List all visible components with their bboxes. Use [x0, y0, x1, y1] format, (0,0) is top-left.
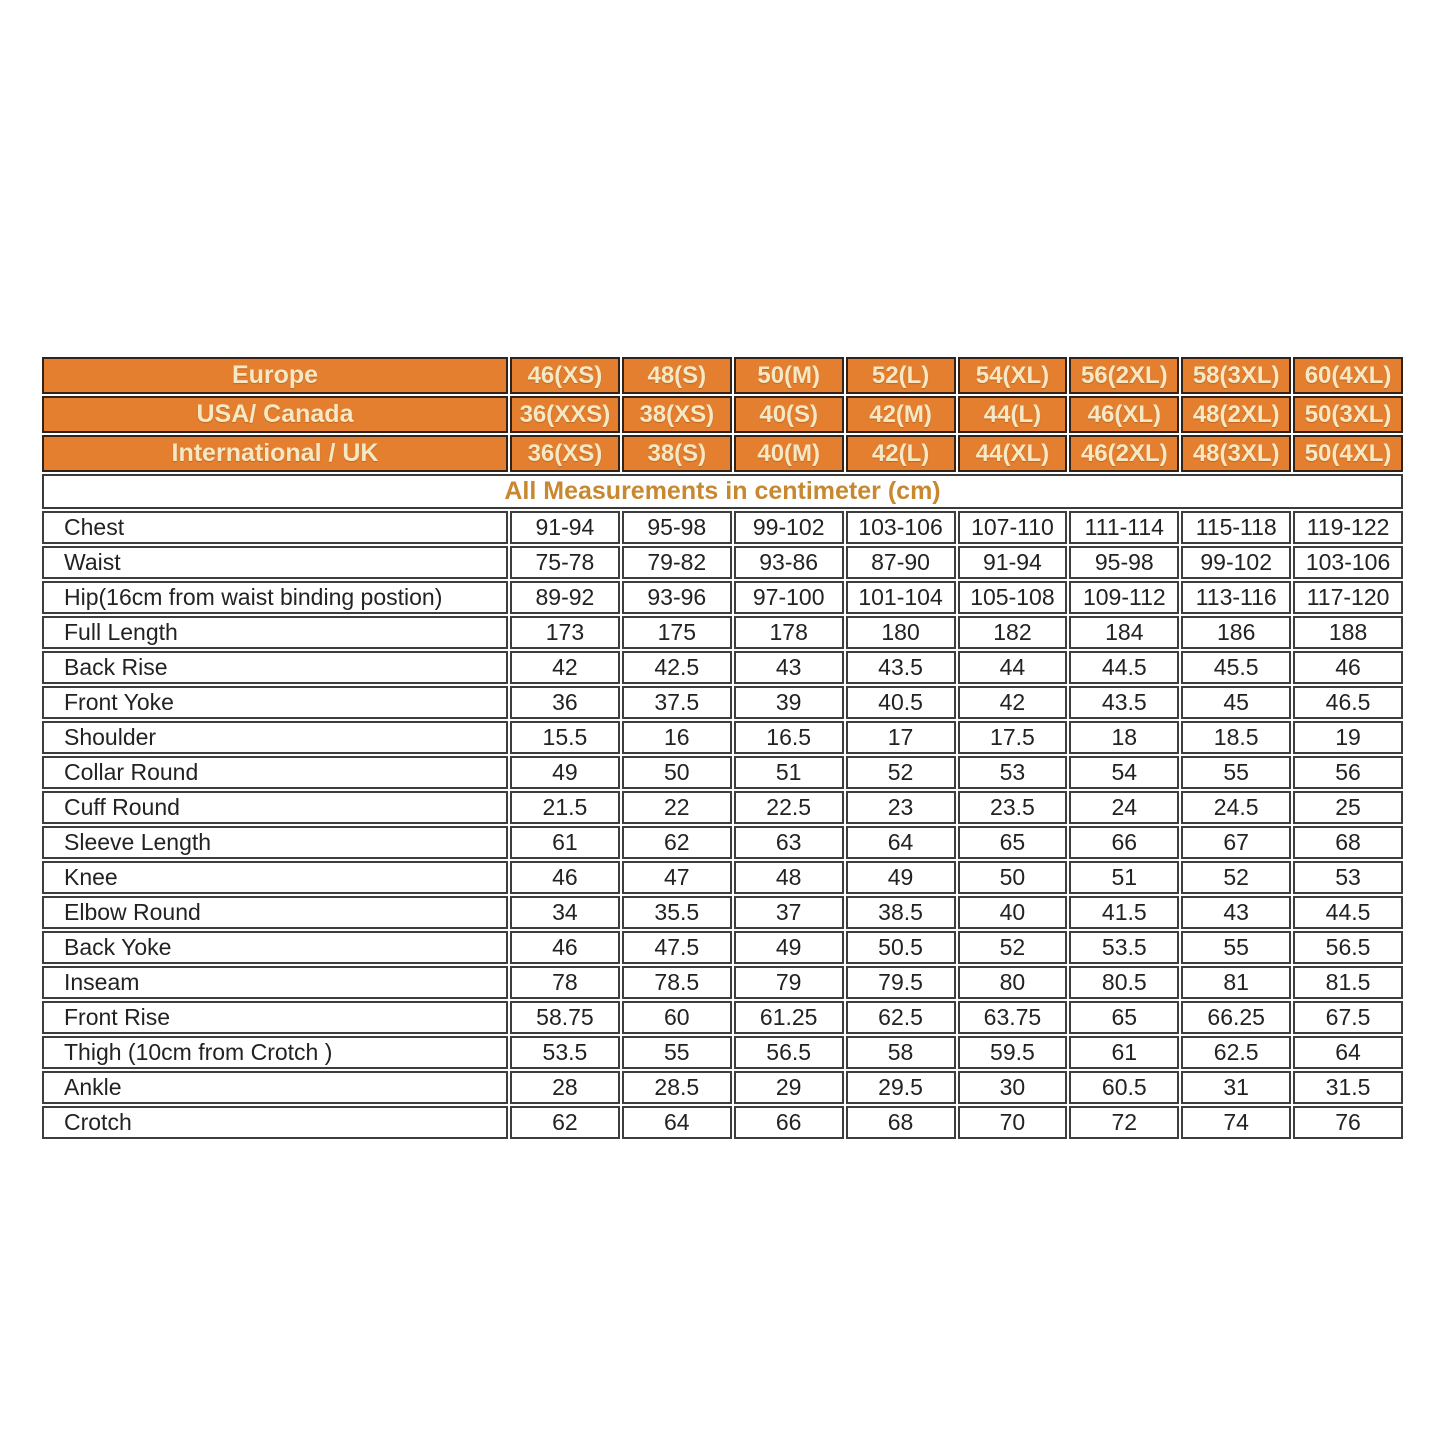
- measurement-value: 62: [510, 1106, 620, 1139]
- measurement-value: 45: [1181, 686, 1291, 719]
- measurement-value: 24.5: [1181, 791, 1291, 824]
- measurement-value: 80.5: [1069, 966, 1179, 999]
- measurement-value: 54: [1069, 756, 1179, 789]
- measurement-value: 58.75: [510, 1001, 620, 1034]
- measurement-value: 78.5: [622, 966, 732, 999]
- measurement-value: 53: [1293, 861, 1403, 894]
- measurement-value: 66: [734, 1106, 844, 1139]
- measurement-label: Inseam: [42, 966, 508, 999]
- measurement-value: 63.75: [958, 1001, 1068, 1034]
- size-cell: 48(3XL): [1181, 435, 1291, 472]
- measurement-value: 173: [510, 616, 620, 649]
- size-cell: 56(2XL): [1069, 357, 1179, 394]
- size-system-label: Europe: [42, 357, 508, 394]
- measurement-value: 56.5: [1293, 931, 1403, 964]
- measurement-value: 79: [734, 966, 844, 999]
- size-cell: 50(3XL): [1293, 396, 1403, 433]
- size-cell: 48(S): [622, 357, 732, 394]
- measurement-value: 178: [734, 616, 844, 649]
- measurement-label: Cuff Round: [42, 791, 508, 824]
- measurement-value: 42: [958, 686, 1068, 719]
- measurement-row: [42, 616, 1403, 649]
- measurement-value: 81: [1181, 966, 1291, 999]
- measurement-value: 99-102: [1181, 546, 1291, 579]
- measurements-body: [42, 474, 1403, 1139]
- measurement-value: 37: [734, 896, 844, 929]
- measurement-value: 23: [846, 791, 956, 824]
- measurement-value: 25: [1293, 791, 1403, 824]
- measurement-value: 184: [1069, 616, 1179, 649]
- measurement-value: 113-116: [1181, 581, 1291, 614]
- measurement-value: 79-82: [622, 546, 732, 579]
- measurement-value: 72: [1069, 1106, 1179, 1139]
- measurement-value: 19: [1293, 721, 1403, 754]
- measurement-value: 49: [846, 861, 956, 894]
- measurement-value: 52: [1181, 861, 1291, 894]
- measurement-row: [42, 1036, 1403, 1069]
- measurement-label: Thigh (10cm from Crotch ): [42, 1036, 508, 1069]
- measurement-value: 41.5: [1069, 896, 1179, 929]
- measurement-row: [42, 1106, 1403, 1139]
- size-chart-table: [40, 355, 1405, 1141]
- measurement-value: 95-98: [622, 511, 732, 544]
- measurement-value: 64: [846, 826, 956, 859]
- measurement-value: 53.5: [510, 1036, 620, 1069]
- measurement-value: 67.5: [1293, 1001, 1403, 1034]
- measurement-row: [42, 896, 1403, 929]
- measurement-value: 59.5: [958, 1036, 1068, 1069]
- measurement-label: Front Yoke: [42, 686, 508, 719]
- measurement-value: 35.5: [622, 896, 732, 929]
- measurement-value: 43.5: [846, 651, 956, 684]
- measurement-value: 51: [1069, 861, 1179, 894]
- measurement-value: 186: [1181, 616, 1291, 649]
- measurement-value: 52: [958, 931, 1068, 964]
- measurement-value: 67: [1181, 826, 1291, 859]
- measurement-value: 66: [1069, 826, 1179, 859]
- size-cell: 40(M): [734, 435, 844, 472]
- measurement-label: Full Length: [42, 616, 508, 649]
- measurement-value: 43: [734, 651, 844, 684]
- measurement-label: Chest: [42, 511, 508, 544]
- measurement-value: 53.5: [1069, 931, 1179, 964]
- measurement-row: [42, 791, 1403, 824]
- measurement-value: 49: [734, 931, 844, 964]
- measurement-value: 89-92: [510, 581, 620, 614]
- measurement-row: [42, 546, 1403, 579]
- measurement-value: 188: [1293, 616, 1403, 649]
- measurement-value: 180: [846, 616, 956, 649]
- size-cell: 38(S): [622, 435, 732, 472]
- measurement-value: 44: [958, 651, 1068, 684]
- measurement-value: 91-94: [510, 511, 620, 544]
- measurement-value: 93-96: [622, 581, 732, 614]
- size-system-label: International / UK: [42, 435, 508, 472]
- measurement-value: 50.5: [846, 931, 956, 964]
- measurement-value: 43.5: [1069, 686, 1179, 719]
- measurement-row: [42, 1001, 1403, 1034]
- measurement-value: 42.5: [622, 651, 732, 684]
- measurement-value: 74: [1181, 1106, 1291, 1139]
- measurement-value: 46.5: [1293, 686, 1403, 719]
- measurement-value: 55: [1181, 756, 1291, 789]
- size-cell: 40(S): [734, 396, 844, 433]
- measurement-value: 38.5: [846, 896, 956, 929]
- size-cell: 50(M): [734, 357, 844, 394]
- measurement-value: 107-110: [958, 511, 1068, 544]
- measurement-value: 93-86: [734, 546, 844, 579]
- size-cell: 36(XS): [510, 435, 620, 472]
- measurement-value: 62.5: [846, 1001, 956, 1034]
- size-system-row: [42, 396, 1403, 433]
- measurement-value: 62.5: [1181, 1036, 1291, 1069]
- measurement-value: 39: [734, 686, 844, 719]
- size-cell: 36(XXS): [510, 396, 620, 433]
- size-cell: 52(L): [846, 357, 956, 394]
- measurement-row: [42, 756, 1403, 789]
- measurement-value: 95-98: [1069, 546, 1179, 579]
- measurement-label: Front Rise: [42, 1001, 508, 1034]
- size-cell: 54(XL): [958, 357, 1068, 394]
- measurement-value: 68: [846, 1106, 956, 1139]
- measurement-label: Knee: [42, 861, 508, 894]
- measurement-row: [42, 861, 1403, 894]
- measurement-value: 16: [622, 721, 732, 754]
- measurement-value: 18.5: [1181, 721, 1291, 754]
- measurement-value: 109-112: [1069, 581, 1179, 614]
- measurement-label: Back Yoke: [42, 931, 508, 964]
- measurement-value: 24: [1069, 791, 1179, 824]
- measurement-value: 45.5: [1181, 651, 1291, 684]
- measurement-value: 47.5: [622, 931, 732, 964]
- size-cell: 42(L): [846, 435, 956, 472]
- measurement-value: 46: [510, 861, 620, 894]
- measurement-row: [42, 966, 1403, 999]
- measurement-value: 64: [1293, 1036, 1403, 1069]
- measurement-value: 61.25: [734, 1001, 844, 1034]
- measurement-value: 23.5: [958, 791, 1068, 824]
- unit-note: All Measurements in centimeter (cm): [42, 474, 1403, 509]
- measurement-value: 65: [958, 826, 1068, 859]
- measurement-value: 22: [622, 791, 732, 824]
- size-system-row: [42, 435, 1403, 472]
- measurement-value: 52: [846, 756, 956, 789]
- measurement-value: 68: [1293, 826, 1403, 859]
- measurement-value: 60.5: [1069, 1071, 1179, 1104]
- measurement-value: 42: [510, 651, 620, 684]
- measurement-value: 28: [510, 1071, 620, 1104]
- size-cell: 48(2XL): [1181, 396, 1291, 433]
- size-cell: 42(M): [846, 396, 956, 433]
- measurement-value: 115-118: [1181, 511, 1291, 544]
- measurement-label: Crotch: [42, 1106, 508, 1139]
- measurement-value: 56: [1293, 756, 1403, 789]
- measurement-value: 49: [510, 756, 620, 789]
- measurement-value: 44.5: [1069, 651, 1179, 684]
- measurement-row: [42, 581, 1403, 614]
- measurement-value: 87-90: [846, 546, 956, 579]
- measurement-value: 103-106: [846, 511, 956, 544]
- measurement-row: [42, 721, 1403, 754]
- size-cell: 38(XS): [622, 396, 732, 433]
- measurement-row: [42, 686, 1403, 719]
- measurement-label: Collar Round: [42, 756, 508, 789]
- measurement-value: 182: [958, 616, 1068, 649]
- measurement-value: 22.5: [734, 791, 844, 824]
- measurement-value: 79.5: [846, 966, 956, 999]
- measurement-value: 101-104: [846, 581, 956, 614]
- size-system-label: USA/ Canada: [42, 396, 508, 433]
- measurement-row: [42, 931, 1403, 964]
- size-cell: 50(4XL): [1293, 435, 1403, 472]
- measurement-value: 175: [622, 616, 732, 649]
- measurement-value: 66.25: [1181, 1001, 1291, 1034]
- measurement-value: 117-120: [1293, 581, 1403, 614]
- measurement-value: 78: [510, 966, 620, 999]
- measurement-value: 29: [734, 1071, 844, 1104]
- measurement-value: 53: [958, 756, 1068, 789]
- measurement-row: [42, 651, 1403, 684]
- measurement-value: 50: [622, 756, 732, 789]
- measurement-label: Elbow Round: [42, 896, 508, 929]
- measurement-value: 15.5: [510, 721, 620, 754]
- size-cell: 46(2XL): [1069, 435, 1179, 472]
- measurement-value: 29.5: [846, 1071, 956, 1104]
- size-system-row: [42, 357, 1403, 394]
- measurement-value: 99-102: [734, 511, 844, 544]
- measurement-value: 17: [846, 721, 956, 754]
- measurement-value: 80: [958, 966, 1068, 999]
- measurement-value: 56.5: [734, 1036, 844, 1069]
- measurement-value: 44.5: [1293, 896, 1403, 929]
- measurement-value: 34: [510, 896, 620, 929]
- size-cell: 44(XL): [958, 435, 1068, 472]
- measurement-value: 103-106: [1293, 546, 1403, 579]
- measurement-value: 61: [510, 826, 620, 859]
- measurement-value: 18: [1069, 721, 1179, 754]
- measurement-value: 30: [958, 1071, 1068, 1104]
- measurement-value: 31: [1181, 1071, 1291, 1104]
- measurement-label: Shoulder: [42, 721, 508, 754]
- measurement-value: 111-114: [1069, 511, 1179, 544]
- measurement-value: 105-108: [958, 581, 1068, 614]
- size-cell: 44(L): [958, 396, 1068, 433]
- measurement-row: [42, 826, 1403, 859]
- measurement-value: 37.5: [622, 686, 732, 719]
- measurement-value: 16.5: [734, 721, 844, 754]
- measurement-value: 65: [1069, 1001, 1179, 1034]
- unit-note-row: [42, 474, 1403, 509]
- measurement-value: 81.5: [1293, 966, 1403, 999]
- measurement-value: 48: [734, 861, 844, 894]
- measurement-label: Sleeve Length: [42, 826, 508, 859]
- measurement-label: Hip(16cm from waist binding postion): [42, 581, 508, 614]
- measurement-value: 55: [1181, 931, 1291, 964]
- measurement-value: 21.5: [510, 791, 620, 824]
- measurement-value: 31.5: [1293, 1071, 1403, 1104]
- measurement-value: 55: [622, 1036, 732, 1069]
- size-cell: 58(3XL): [1181, 357, 1291, 394]
- measurement-value: 17.5: [958, 721, 1068, 754]
- measurement-value: 43: [1181, 896, 1291, 929]
- measurement-value: 62: [622, 826, 732, 859]
- measurement-value: 50: [958, 861, 1068, 894]
- size-system-header: [42, 357, 1403, 472]
- measurement-value: 51: [734, 756, 844, 789]
- size-cell: 46(XL): [1069, 396, 1179, 433]
- size-cell: 60(4XL): [1293, 357, 1403, 394]
- size-cell: 46(XS): [510, 357, 620, 394]
- measurement-value: 70: [958, 1106, 1068, 1139]
- measurement-value: 75-78: [510, 546, 620, 579]
- measurement-value: 64: [622, 1106, 732, 1139]
- measurement-value: 46: [1293, 651, 1403, 684]
- measurement-label: Ankle: [42, 1071, 508, 1104]
- measurement-value: 40.5: [846, 686, 956, 719]
- measurement-row: [42, 1071, 1403, 1104]
- measurement-label: Waist: [42, 546, 508, 579]
- measurement-value: 61: [1069, 1036, 1179, 1069]
- measurement-value: 58: [846, 1036, 956, 1069]
- measurement-label: Back Rise: [42, 651, 508, 684]
- measurement-value: 40: [958, 896, 1068, 929]
- measurement-value: 63: [734, 826, 844, 859]
- measurement-value: 47: [622, 861, 732, 894]
- measurement-value: 28.5: [622, 1071, 732, 1104]
- measurement-value: 76: [1293, 1106, 1403, 1139]
- measurement-value: 46: [510, 931, 620, 964]
- measurement-value: 97-100: [734, 581, 844, 614]
- measurement-row: [42, 511, 1403, 544]
- measurement-value: 36: [510, 686, 620, 719]
- measurement-value: 119-122: [1293, 511, 1403, 544]
- measurement-value: 60: [622, 1001, 732, 1034]
- measurement-value: 91-94: [958, 546, 1068, 579]
